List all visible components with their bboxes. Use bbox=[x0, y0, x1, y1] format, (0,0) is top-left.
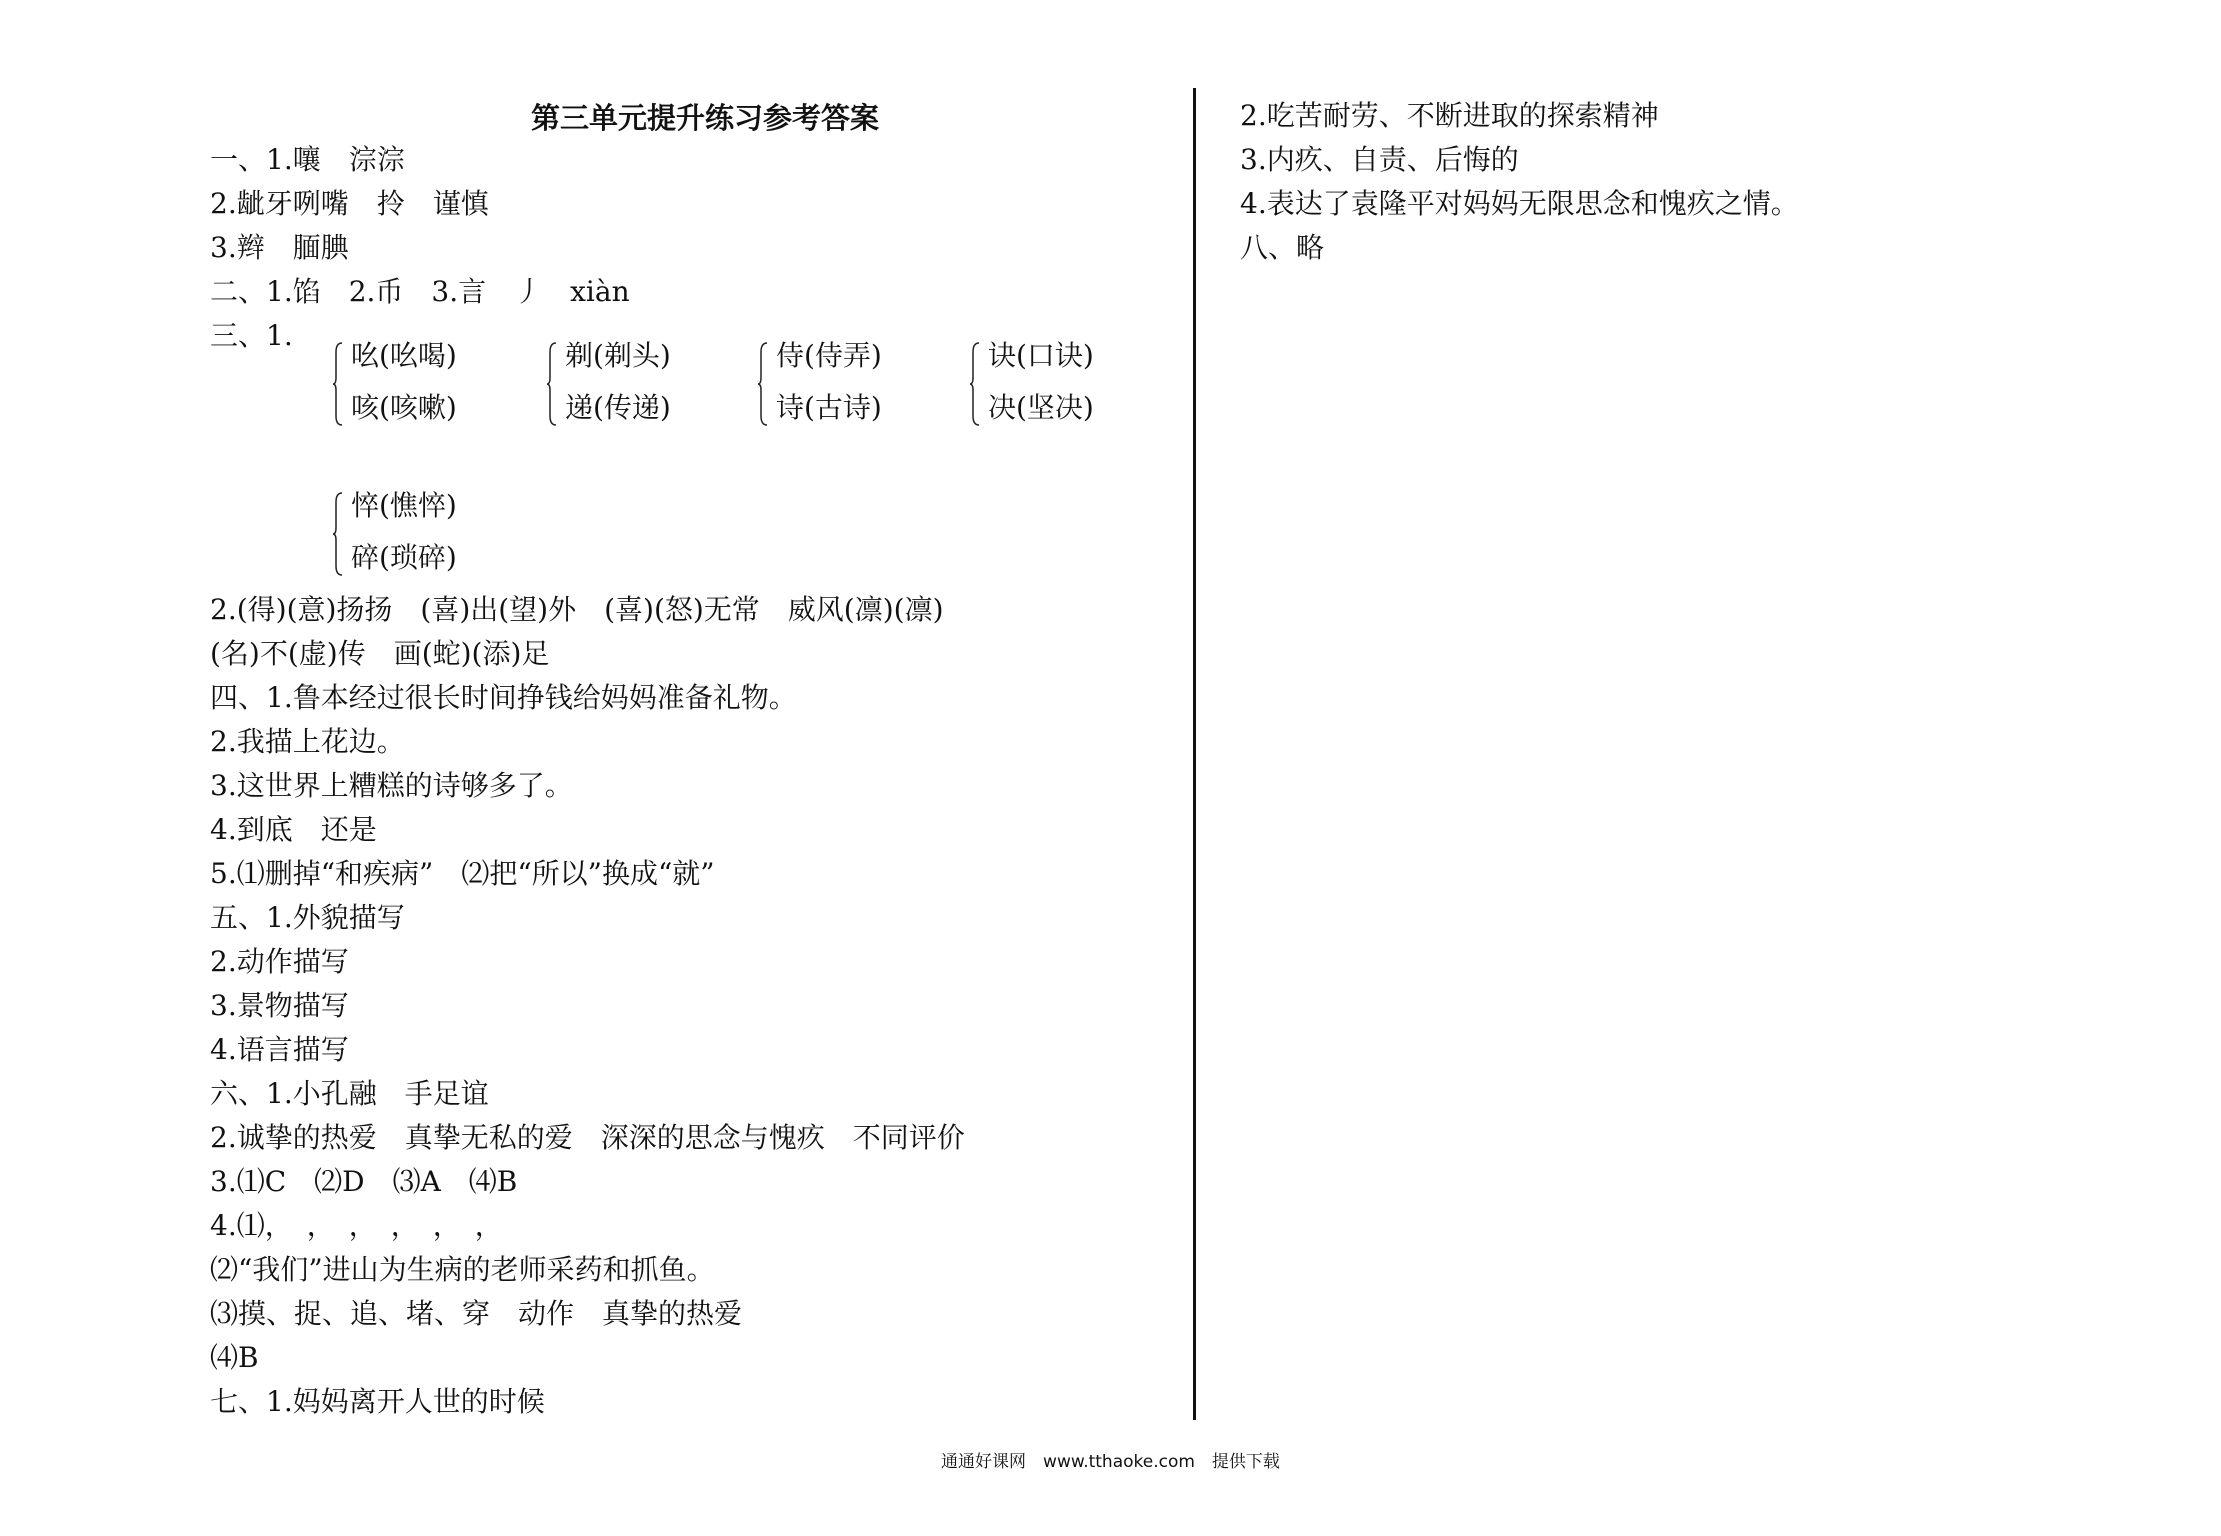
word-group-lower: 诗(古诗) bbox=[776, 391, 882, 424]
answer-line: 4.语言描写 bbox=[210, 1033, 349, 1066]
word-group-upper: 诀(口诀) bbox=[988, 339, 1094, 372]
answer-line: ⑷B bbox=[210, 1341, 259, 1374]
answer-line: 2.我描上花边。 bbox=[210, 725, 405, 758]
answer-line: 六、1.小孔融 手足谊 bbox=[210, 1077, 489, 1110]
answer-line: 八、略 bbox=[1240, 231, 1325, 264]
answer-line: 3.景物描写 bbox=[210, 989, 349, 1022]
brace-icon bbox=[758, 342, 768, 426]
brace-icon bbox=[970, 342, 980, 426]
word-group-upper: 悴(憔悴) bbox=[351, 489, 457, 522]
answer-line: 2.(得)(意)扬扬 (喜)出(望)外 (喜)(怒)无常 威风(凛)(凛) bbox=[210, 593, 944, 626]
answer-line: 2.动作描写 bbox=[210, 945, 349, 978]
answer-line: 七、1.妈妈离开人世的时候 bbox=[210, 1385, 545, 1418]
answer-sheet-title: 第三单元提升练习参考答案 bbox=[530, 101, 879, 135]
word-group-lower: 咳(咳嗽) bbox=[351, 391, 457, 424]
answer-line: 3.辫 腼腆 bbox=[210, 231, 349, 264]
answer-line: 3.内疚、自责、后悔的 bbox=[1240, 143, 1519, 176]
brace-icon bbox=[547, 342, 557, 426]
answer-line: ⑶摸、捉、追、堵、穿 动作 真挚的热爱 bbox=[210, 1297, 743, 1330]
brace-icon bbox=[333, 342, 343, 426]
answer-line: 4.⑴， ， ， ， ， ， bbox=[210, 1209, 503, 1242]
answer-line: 四、1.鲁本经过很长时间挣钱给妈妈准备礼物。 bbox=[210, 681, 797, 714]
word-group-lower: 决(坚决) bbox=[988, 391, 1094, 424]
column-divider bbox=[1193, 88, 1196, 1420]
answer-line: 4.到底 还是 bbox=[210, 813, 377, 846]
word-group-lower: 递(传递) bbox=[565, 391, 671, 424]
answer-line: 五、1.外貌描写 bbox=[210, 901, 405, 934]
answer-line: 二、1.馅 2.币 3.言 丿 xiàn bbox=[210, 275, 630, 308]
brace-icon bbox=[333, 492, 343, 576]
answer-line: 2.龇牙咧嘴 拎 谨慎 bbox=[210, 187, 489, 220]
word-group-upper: 剃(剃头) bbox=[565, 339, 671, 372]
answer-line: 4.表达了袁隆平对妈妈无限思念和愧疚之情。 bbox=[1240, 187, 1799, 220]
answer-line: (名)不(虚)传 画(蛇)(添)足 bbox=[210, 637, 550, 670]
answer-line: 三、1. bbox=[210, 319, 293, 352]
word-group-upper: 侍(侍弄) bbox=[776, 339, 882, 372]
answer-line: 2.诚挚的热爱 真挚无私的爱 深深的思念与愧疚 不同评价 bbox=[210, 1121, 965, 1154]
word-group-lower: 碎(琐碎) bbox=[351, 541, 457, 574]
answer-line: ⑵“我们”进山为生病的老师采药和抓鱼。 bbox=[210, 1253, 715, 1286]
answer-line: 3.这世界上糟糕的诗够多了。 bbox=[210, 769, 573, 802]
answer-line: 一、1.嚷 淙淙 bbox=[210, 143, 405, 176]
page-footer: 通通好课网 www.tthaoke.com 提供下载 bbox=[941, 1452, 1280, 1472]
word-group-upper: 吆(吆喝) bbox=[351, 339, 457, 372]
answer-line: 3.⑴C ⑵D ⑶A ⑷B bbox=[210, 1165, 518, 1198]
answer-line: 2.吃苦耐劳、不断进取的探索精神 bbox=[1240, 99, 1659, 132]
answer-line: 5.⑴删掉“和疾病” ⑵把“所以”换成“就” bbox=[210, 857, 715, 890]
